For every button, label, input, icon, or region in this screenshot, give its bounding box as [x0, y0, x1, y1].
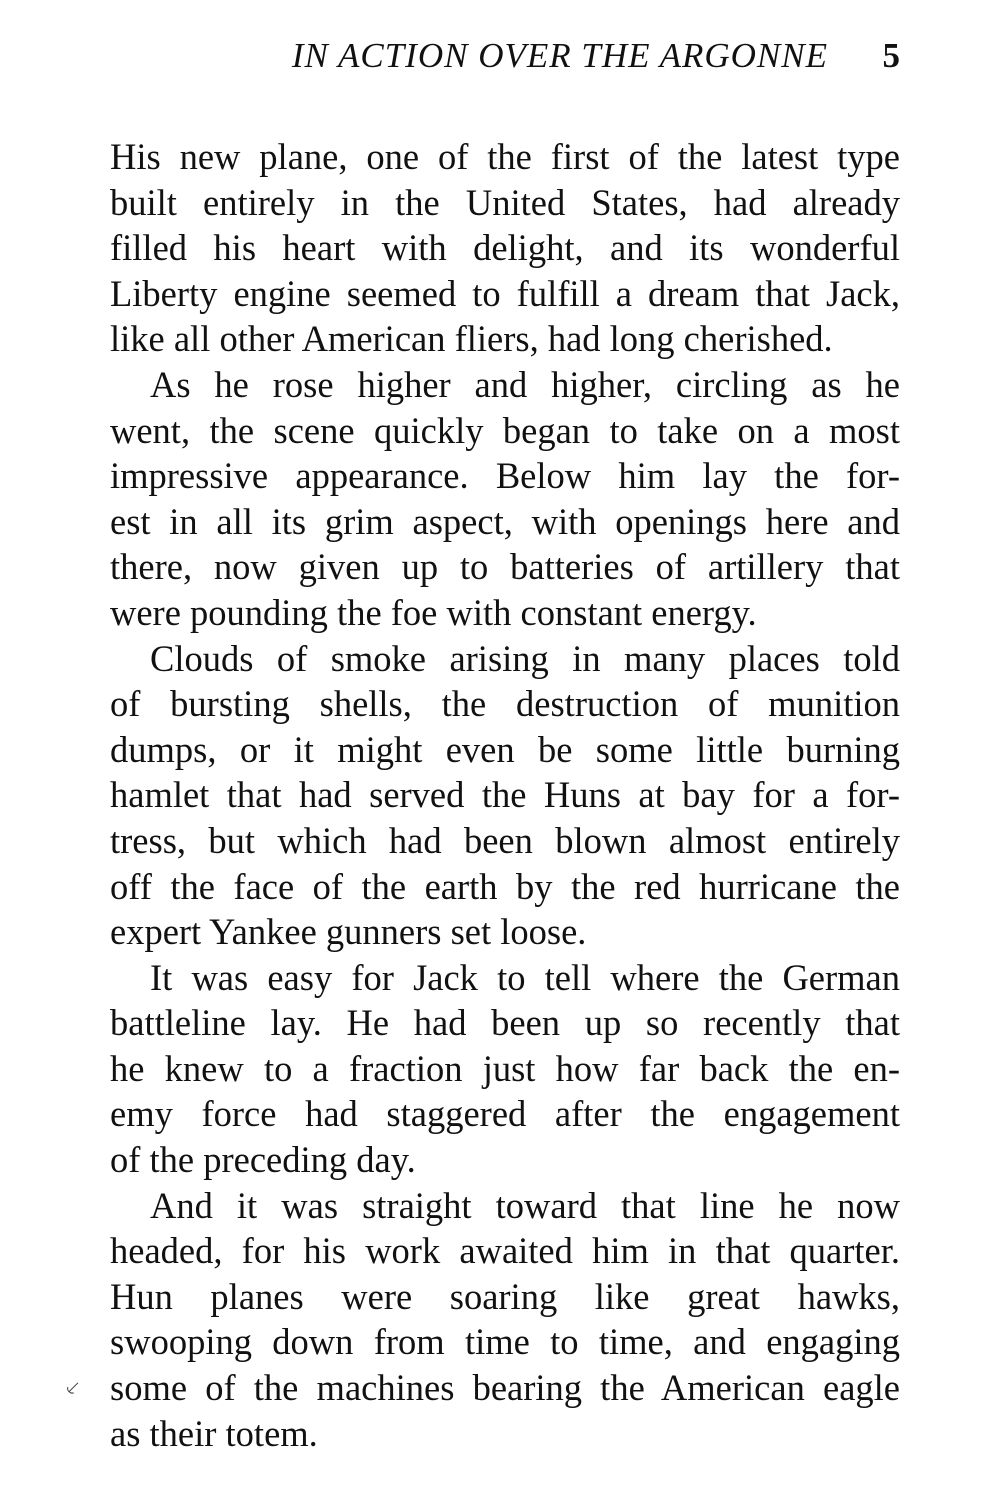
text-line: dumps, or it might even be some little burning — [110, 728, 900, 770]
text-line: headed, for his work awaited him in that quarter. — [110, 1230, 900, 1272]
paragraph — [110, 636, 900, 955]
text-line: battleline lay. He had been up so recently that — [110, 1002, 900, 1044]
text-line: were pounding the foe with constant energy. — [110, 591, 757, 633]
text-line: Clouds of smoke arising in many places told — [150, 637, 900, 679]
text-line: he knew to a fraction just how far back the en- — [110, 1047, 900, 1089]
text-line: built entirely in the United States, had already — [110, 181, 900, 223]
text-line: emy force had staggered after the engagement — [110, 1093, 900, 1135]
text-line: swooping down from time to time, and engaging — [110, 1321, 900, 1363]
text-line: impressive appearance. Below him lay the for- — [110, 455, 900, 497]
text-line: there, now given up to batteries of artillery that — [110, 546, 900, 588]
text-line: went, the scene quickly began to take on a most — [110, 409, 900, 451]
text-line: filled his heart with delight, and its wonderful — [110, 227, 900, 269]
margin-mark: ⸔ — [64, 1375, 81, 1400]
page-number: 5 — [882, 36, 900, 75]
text-line: expert Yankee gunners set loose. — [110, 911, 587, 953]
text-line: It was easy for Jack to tell where the German — [150, 956, 900, 998]
paragraph — [110, 134, 900, 362]
text-line: tress, but which had been blown almost entirely — [110, 819, 900, 861]
text-line: His new plane, one of the first of the latest type — [110, 136, 900, 177]
text-line: some of the machines bearing the American eagle — [110, 1367, 900, 1409]
text-line: hamlet that had served the Huns at bay for a for- — [110, 774, 900, 816]
text-line: As he rose higher and higher, circling as he — [150, 363, 900, 405]
running-title: IN ACTION OVER THE ARGONNE — [291, 36, 828, 75]
text-line: And it was straight toward that line he now — [150, 1184, 900, 1226]
text-line: Liberty engine seemed to fulfill a dream that Jack, — [110, 272, 900, 314]
text-line: Hun planes were soaring like great hawks, — [110, 1275, 900, 1317]
paragraph — [110, 362, 900, 636]
paragraph — [110, 955, 900, 1183]
text-line: like all other American fliers, had long cherished. — [110, 318, 833, 360]
text-line: est in all its grim aspect, with openings here and — [110, 500, 900, 542]
text-line: of bursting shells, the destruction of munition — [110, 683, 900, 725]
body-text — [110, 134, 900, 1456]
running-head — [110, 36, 900, 86]
text-line: of the preceding day. — [110, 1139, 416, 1181]
text-line: off the face of the earth by the red hurricane the — [110, 865, 900, 907]
text-line: as their totem. — [110, 1412, 318, 1454]
paragraph — [110, 1183, 900, 1457]
